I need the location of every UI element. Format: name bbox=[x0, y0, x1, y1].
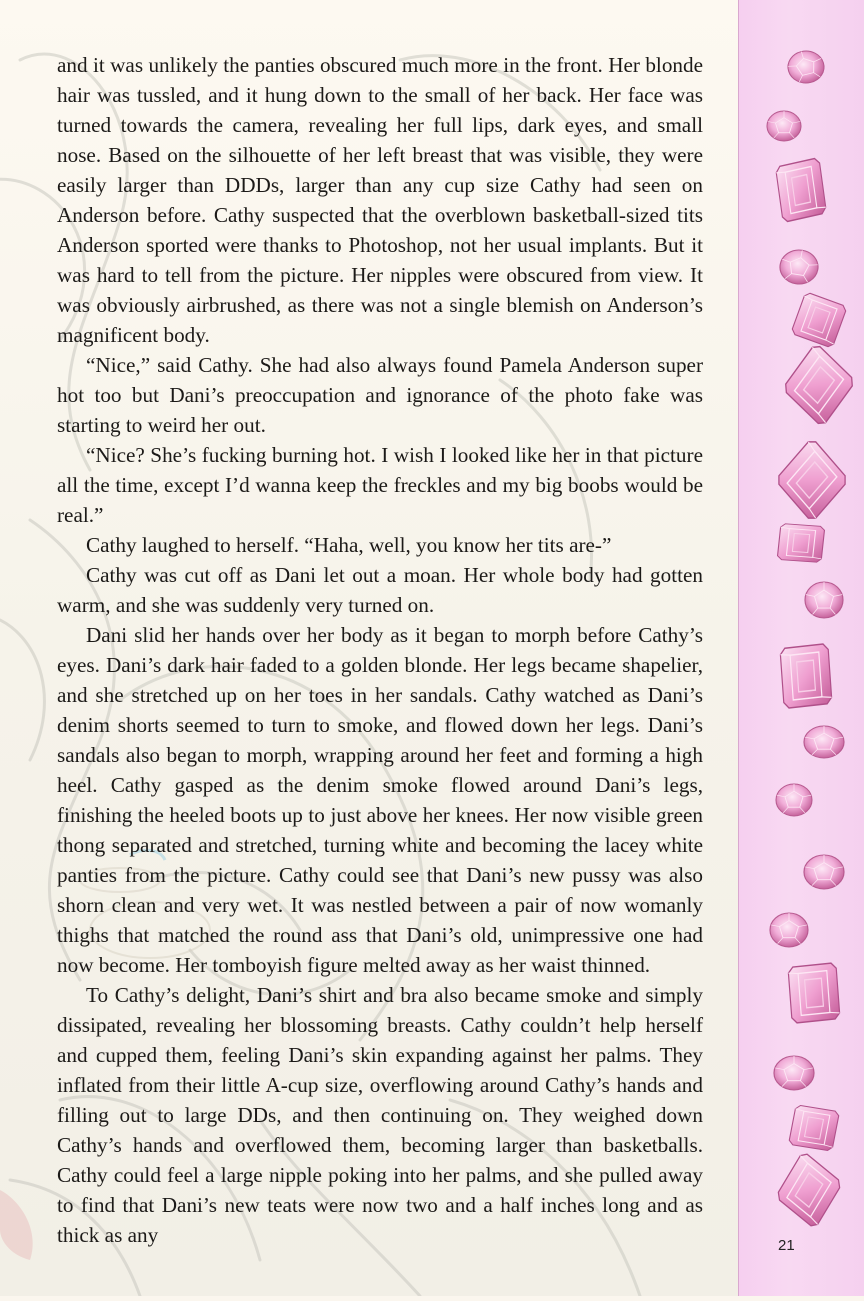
gem-6 bbox=[782, 343, 855, 428]
paragraph-3: “Nice? She’s fucking burning hot. I wish I looked like her in that picture all the time, except I’d wanna keep the freckles and my big boobs would be real.” bbox=[57, 443, 703, 527]
gem-3 bbox=[776, 158, 827, 223]
gem-14 bbox=[770, 913, 808, 947]
gem-13 bbox=[804, 855, 844, 889]
gem-5 bbox=[791, 292, 847, 348]
gem-1 bbox=[784, 47, 828, 86]
gem-18 bbox=[776, 1151, 843, 1229]
gem-11 bbox=[804, 726, 844, 758]
gem-4 bbox=[777, 247, 821, 286]
gem-2 bbox=[767, 111, 801, 141]
paragraph-4: Cathy laughed to herself. “Haha, well, you know her tits are-” bbox=[86, 533, 612, 557]
gem-9 bbox=[805, 582, 843, 618]
gem-15 bbox=[788, 963, 840, 1024]
gem-17 bbox=[789, 1105, 840, 1151]
gem-8 bbox=[777, 523, 825, 562]
gemstone-sidebar bbox=[738, 0, 864, 1296]
paragraph-2: “Nice,” said Cathy. She had also always found Pamela Anderson super hot too but Dani’s preoccupation and ignorance of the photo fake was starting to weird her out. bbox=[57, 353, 703, 437]
gem-7 bbox=[775, 438, 849, 523]
paragraph-7: To Cathy’s delight, Dani’s shirt and bra also became smoke and simply dissipated, revealing her blossoming breasts. Cathy couldn’t help herself and cupped them, feeling Dani’s skin expanding against her palms. They inflated from their little A-cup size, overflowing around Cathy’s hands and filling out to large DDs, and then continuing on. They weighed down Cathy’s hands and overflowed them, becoming larger than basketballs. Cathy could feel a large nipple poking into her palms, and she pulled away to find that Dani’s new teats were now two and a half inches long and as thick as any bbox=[57, 983, 703, 1247]
gem-16 bbox=[774, 1056, 814, 1090]
body-text bbox=[57, 50, 703, 1250]
page-number: 21 bbox=[778, 1237, 795, 1254]
gem-12 bbox=[776, 784, 812, 816]
gemstone-strip bbox=[739, 0, 864, 1296]
paragraph-5: Cathy was cut off as Dani let out a moan. Her whole body had gotten warm, and she was suddenly very turned on. bbox=[57, 563, 703, 617]
paragraph-6: Dani slid her hands over her body as it began to morph before Cathy’s eyes. Dani’s dark hair faded to a golden blonde. Her legs became shapelier, and she stretched up on her toes in her sandals. Cathy watched as Dani’s denim shorts seemed to turn to smoke, and flowed down her legs. Dani’s sandals also began to morph, wrapping around her feet and forming a high heel. Cathy gasped as the denim smoke flowed around Dani’s legs, finishing the heeled boots up to just above her knees. Her now visible green thong separated and stretched, turning white and becoming the lacey white panties from the picture. Cathy could see that Dani’s new pussy was also shorn clean and very wet. It was nestled between a pair of now womanly thighs that matched the round ass that Dani’s old, unimpressive one had now become. Her tomboyish figure melted away as her waist thinned. bbox=[57, 623, 703, 977]
paragraph-1: and it was unlikely the panties obscured much more in the front. Her blonde hair was tussled, and it hung down to the small of her back. Her face was turned towards the camera, revealing her full lips, dark eyes, and small nose. Based on the silhouette of her left breast that was visible, they were easily larger than DDDs, larger than any cup size Cathy had seen on Anderson before. Cathy suspected that the overblown basketball-sized tits Anderson sported were thanks to Photoshop, not her usual implants. But it was hard to tell from the picture. Her nipples were obscured from view. It was obviously airbrushed, as there was not a single blemish on Anderson’s magnificent body. bbox=[57, 53, 703, 347]
gem-10 bbox=[780, 643, 832, 708]
